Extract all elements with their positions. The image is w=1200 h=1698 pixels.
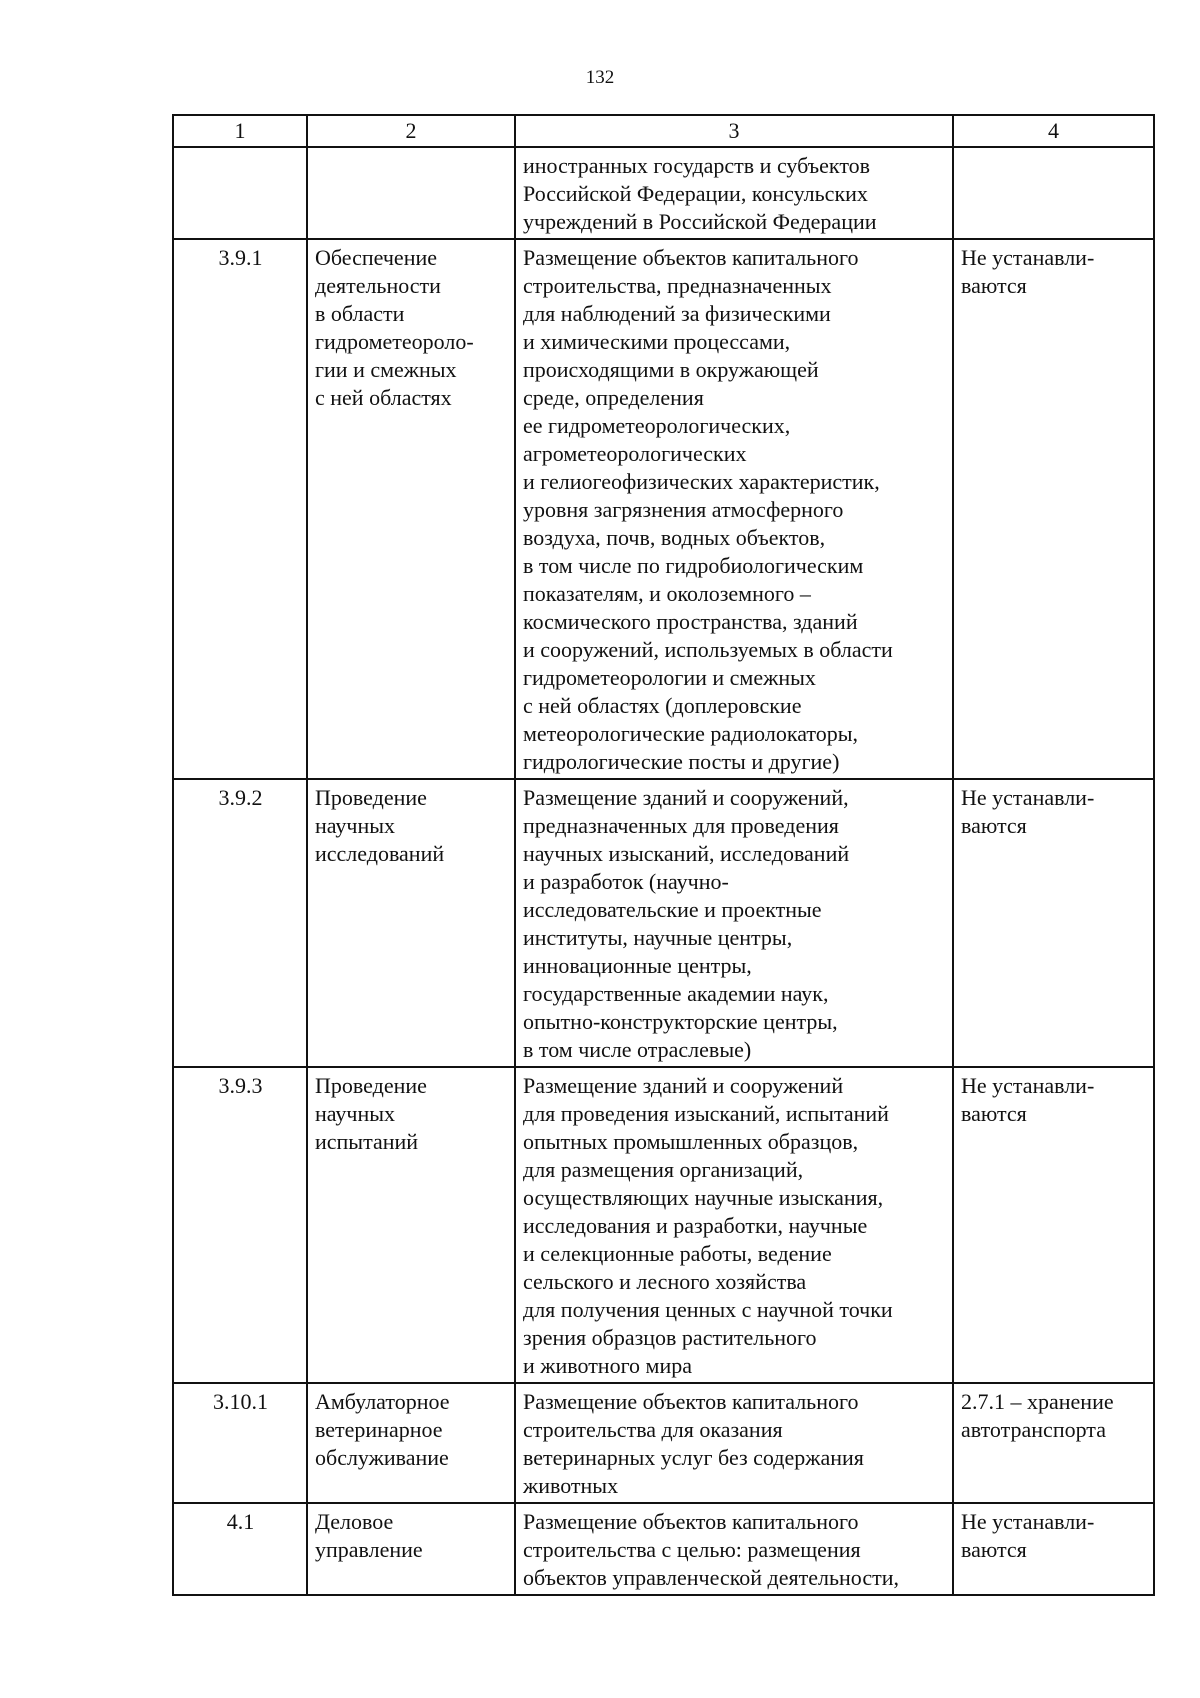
land-use-table <box>172 114 1155 1596</box>
code-cell: 3.9.3 <box>173 1067 307 1383</box>
table-row <box>173 1503 1154 1595</box>
name-cell <box>307 147 515 239</box>
name-cell: Амбулаторное ветеринарное обслуживание <box>307 1383 515 1503</box>
parameters-cell: Не устанавли- ваются <box>953 1503 1154 1595</box>
column-number-2: 2 <box>307 115 515 147</box>
table-row <box>173 1383 1154 1503</box>
table-row <box>173 147 1154 239</box>
parameters-cell: Не устанавли- ваются <box>953 1067 1154 1383</box>
description-cell: Размещение зданий и сооружений для проведения изысканий, испытаний опытных промышленных образцов, для размещения организаций, осуществляющих научные изыскания, исследования и разработки, научные и селекционные работы, ведение сельского и лесного хозяйства для получения ценных с научной точки зрения образцов растительного и животного мира <box>515 1067 953 1383</box>
code-cell: 3.9.1 <box>173 239 307 779</box>
description-cell: иностранных государств и субъектов Российской Федерации, консульских учреждений в Российской Федерации <box>515 147 953 239</box>
table-row <box>173 1067 1154 1383</box>
name-cell: Деловое управление <box>307 1503 515 1595</box>
name-cell: Проведение научных исследований <box>307 779 515 1067</box>
code-cell: 3.10.1 <box>173 1383 307 1503</box>
column-number-4: 4 <box>953 115 1154 147</box>
description-cell: Размещение объектов капитального строительства с целью: размещения объектов управленческой деятельности, <box>515 1503 953 1595</box>
description-cell: Размещение объектов капитального строительства для оказания ветеринарных услуг без содержания животных <box>515 1383 953 1503</box>
description-cell: Размещение объектов капитального строительства, предназначенных для наблюдений за физическими и химическими процессами, происходящими в окружающей среде, определения ее гидрометеорологических, агрометеорологических и гелиогеофизических характеристик, уровня загрязнения атмосферного воздуха, почв, водных объектов, в том числе по гидробиологическим показателям, и околоземного – космического пространства, зданий и сооружений, используемых в области гидрометеорологии и смежных с ней областях (доплеровские метеорологические радиолокаторы, гидрологические посты и другие) <box>515 239 953 779</box>
description-cell: Размещение зданий и сооружений, предназначенных для проведения научных изысканий, исследований и разработок (научно- исследовательские и проектные институты, научные центры, инновационные центры, государственные академии наук, опытно-конструкторские центры, в том числе отраслевые) <box>515 779 953 1067</box>
table-row <box>173 239 1154 779</box>
code-cell: 3.9.2 <box>173 779 307 1067</box>
name-cell: Проведение научных испытаний <box>307 1067 515 1383</box>
parameters-cell: Не устанавли- ваются <box>953 779 1154 1067</box>
code-cell: 4.1 <box>173 1503 307 1595</box>
table-header-row <box>173 115 1154 147</box>
parameters-cell: 2.7.1 – хранение автотранспорта <box>953 1383 1154 1503</box>
parameters-cell <box>953 147 1154 239</box>
name-cell: Обеспечение деятельности в области гидрометеороло- гии и смежных с ней областях <box>307 239 515 779</box>
code-cell <box>173 147 307 239</box>
parameters-cell: Не устанавли- ваются <box>953 239 1154 779</box>
column-number-3: 3 <box>515 115 953 147</box>
column-number-1: 1 <box>173 115 307 147</box>
table-row <box>173 779 1154 1067</box>
page-number: 132 <box>585 67 615 88</box>
